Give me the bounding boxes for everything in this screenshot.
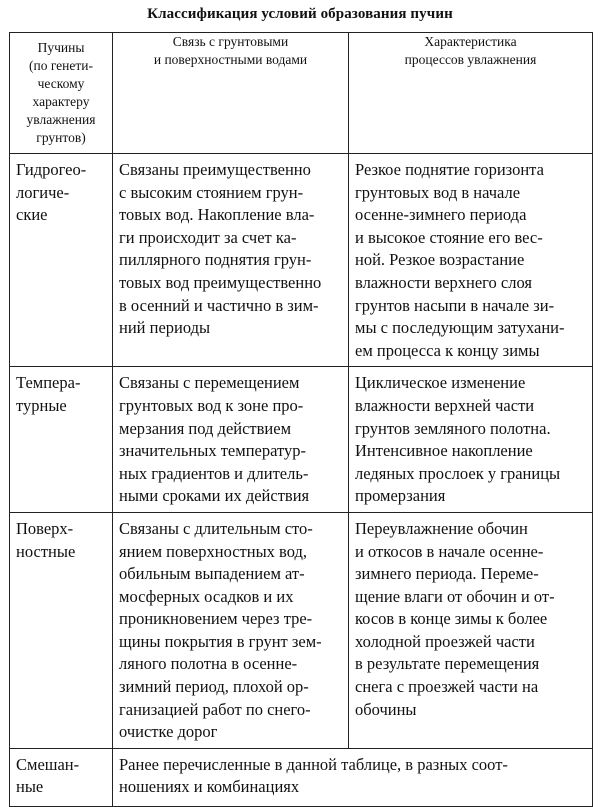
header-relation-label: Связь с грунтовыми и поверхностными водами [153, 34, 308, 67]
row-type-cell [10, 512, 113, 748]
row-processes-cell [349, 367, 593, 513]
row-processes-cell [349, 154, 593, 367]
header-processes-label: Характеристика процессов увлажнения [404, 34, 537, 67]
row-type-cell [10, 748, 113, 806]
table-row [10, 154, 593, 367]
row-relation-cell [113, 512, 349, 748]
table-row [10, 748, 593, 806]
classification-table [9, 32, 593, 807]
row-type-label: Смешан- ные [16, 754, 80, 797]
header-cell-type [10, 33, 113, 154]
table-title: Классификация условий образования пучин [147, 6, 453, 22]
row-processes-text: Переувлажнение обочин и откосов в начале осенне- зимнего периода. Переме- щение влаги от обочин и от- косов в конце зимы к более холодной проезжей части в результате перемещения снега с проезжей части на обочины [355, 518, 555, 719]
row-type-label: Темпера- турные [16, 373, 81, 415]
row-relation-text: Связаны преимущественно с высоким стоянием грун- товых вод. Накопление вла- ги происходит за счет ка- пиллярного поднятия грун- товых вод преимущественно в осенний и частично в зим- ний периоды [119, 160, 322, 338]
row-relation-text: Связаны с перемещением грунтовых вод к зоне про- мерзания под действием значительных температур- ных градиентов и длитель- ными сроками их действия [119, 373, 310, 506]
header-cell-processes [349, 33, 593, 154]
row-type-label: Гидрогео- логиче- ские [16, 160, 87, 225]
table-row [10, 367, 593, 513]
row-relation-text: Связаны с длительным сто- янием поверхностных вод, обильным выпадением ат- мосферных осадков и их проникновением через тре- щины покрытия в грунт зем- ляного полотна в осенне- зимний период, плохой ор- ганизацией работ по снего- очистке дорог [119, 518, 322, 742]
table-row [10, 512, 593, 748]
row-merged-cell [113, 748, 593, 806]
header-cell-relation [113, 33, 349, 154]
header-row [10, 33, 593, 154]
row-type-cell [10, 367, 113, 513]
row-processes-cell [349, 512, 593, 748]
row-relation-cell [113, 154, 349, 367]
row-relation-cell [113, 367, 349, 513]
header-type-label: Пучины (по генети- ческому характеру увлажнения грунтов) [26, 40, 96, 145]
row-processes-text: Резкое поднятие горизонта грунтовых вод в начале осенне-зимнего периода и высокое стояние его вес- ной. Резкое возрастание влажности верхнего слоя грунтов насыпи в начале зи- мы с последующим затухани- ем процесса к концу зимы [355, 160, 565, 360]
row-type-label: Поверх- ностные [16, 518, 76, 561]
row-processes-text: Циклическое изменение влажности верхней части грунтов земляного полотна. Интенсивное накопление ледяных прослоек у границы промерзания [355, 373, 561, 506]
row-merged-text: Ранее перечисленные в данной таблице, в разных соот- ношениях и комбинациях [119, 754, 508, 797]
row-type-cell [10, 154, 113, 367]
